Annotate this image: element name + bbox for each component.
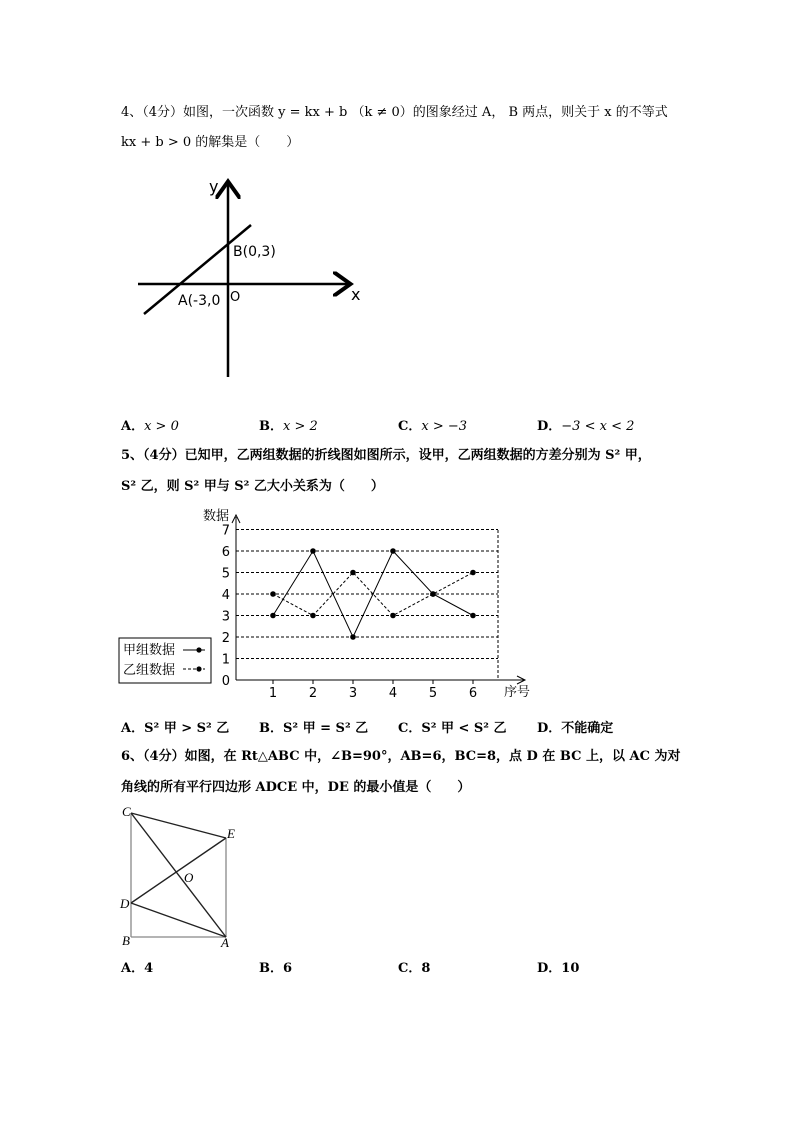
y-tick-label-0: 0 <box>221 674 230 689</box>
option-letter: D． <box>537 721 562 736</box>
q4-stem-line1: 4、（4分）如图，一次函数 y = kx + b （k ≠ 0）的图象经过 A， B 两点，则关于 x 的不等式 <box>121 105 668 120</box>
q4-option-c[interactable] <box>398 415 467 434</box>
option-letter: B． <box>259 419 283 434</box>
legend-dot-jia <box>196 647 201 652</box>
q5-option-a[interactable] <box>121 717 229 736</box>
legend-dot-yi <box>196 666 201 671</box>
option-text: 8 <box>421 961 431 976</box>
option-text: x > 0 <box>144 419 179 434</box>
y-tick-label-6: 6 <box>221 545 230 560</box>
series-1-point-6 <box>470 570 476 576</box>
y-tick-label-5: 5 <box>221 566 230 582</box>
option-text: 不能确定 <box>561 721 614 736</box>
label-o: O <box>184 870 194 885</box>
option-letter: C． <box>398 961 422 976</box>
y-tick-label-3: 3 <box>221 609 230 625</box>
series-1-point-1 <box>270 591 276 597</box>
series-1-point-4 <box>390 613 396 619</box>
q5-option-b[interactable] <box>259 717 368 736</box>
segment-ca <box>131 813 226 937</box>
q4-option-a[interactable] <box>121 415 179 434</box>
label-a: A <box>221 935 229 950</box>
option-text: 4 <box>144 961 154 976</box>
q6-option-c[interactable] <box>398 957 430 976</box>
option-letter: C． <box>398 419 422 434</box>
q6-option-d[interactable] <box>537 957 579 976</box>
chart-legend <box>119 638 211 683</box>
q6-option-b[interactable] <box>259 957 292 976</box>
x-tick-label-5: 5 <box>428 686 438 701</box>
option-letter: D． <box>537 419 562 434</box>
option-text: S² 甲 < S² 乙 <box>421 721 507 736</box>
x-tick-label-6: 6 <box>468 686 478 701</box>
q5-line-chart <box>115 505 545 705</box>
y-tick-label-1: 1 <box>221 652 230 668</box>
q5-option-c[interactable] <box>398 717 507 736</box>
chart-xlabel: 序号 <box>504 685 531 700</box>
label-b: B <box>122 933 130 948</box>
label-e: E <box>227 826 235 841</box>
y-tick-label-2: 2 <box>221 631 230 646</box>
option-letter: A． <box>121 419 145 434</box>
x-tick-label-3: 3 <box>348 686 358 701</box>
segment-ce <box>131 813 226 838</box>
series-0-point-1 <box>270 613 276 619</box>
q4-option-d[interactable] <box>537 415 634 434</box>
y-tick-label-4: 4 <box>221 588 230 603</box>
chart-ylabel: 数据 <box>203 509 230 524</box>
option-text: x > 2 <box>283 419 318 434</box>
option-text: S² 甲 > S² 乙 <box>144 721 230 736</box>
q6-stem-line1: 6、（4分）如图，在 Rt△ABC 中，∠B=90°，AB=6，BC=8，点 D 在 BC 上，以 AC 为对 <box>121 749 681 764</box>
q6-option-a[interactable] <box>121 957 153 976</box>
q5-stem-line1: 5、（4分）已知甲，乙两组数据的折线图如图所示，设甲，乙两组数据的方差分别为 S² 甲， <box>121 448 651 463</box>
option-text: x > −3 <box>421 419 468 434</box>
option-text: S² 甲 = S² 乙 <box>283 721 369 736</box>
q6-geometry-figure <box>115 800 245 950</box>
q4-graph <box>130 172 370 384</box>
x-axis-label: x <box>351 285 361 304</box>
option-letter: D． <box>537 961 562 976</box>
point-a-label: A(-3,0 <box>178 293 221 309</box>
y-axis-label: y <box>209 177 219 196</box>
q5-option-d[interactable] <box>537 717 613 736</box>
label-d: D <box>120 896 130 911</box>
point-b-label: B(0,3) <box>233 244 276 260</box>
option-letter: B． <box>259 721 283 736</box>
q4-stem-line2: kx + b > 0 的解集是（ ） <box>121 135 300 150</box>
legend-label-yi: 乙组数据 <box>123 663 176 678</box>
q5-stem-line2: S² 乙，则 S² 甲与 S² 乙大小关系为（ ） <box>121 479 384 494</box>
option-letter: A． <box>121 961 145 976</box>
series-1-point-3 <box>350 570 356 576</box>
x-tick-label-1: 1 <box>268 686 278 701</box>
option-text: 6 <box>283 961 293 976</box>
segment-da <box>131 903 226 937</box>
q4-option-b[interactable] <box>259 415 318 434</box>
series-0-point-6 <box>470 613 476 619</box>
series-1-point-5 <box>430 591 436 597</box>
y-tick-label-7: 7 <box>221 523 230 539</box>
series-0-point-4 <box>390 548 396 554</box>
x-tick-label-4: 4 <box>388 686 398 701</box>
series-1-point-2 <box>310 613 316 619</box>
option-text: −3 < x < 2 <box>561 419 635 434</box>
label-c: C <box>122 804 131 819</box>
series-0-point-3 <box>350 634 356 640</box>
option-letter: B． <box>259 961 283 976</box>
q6-stem-line2: 角线的所有平行四边形 ADCE 中，DE 的最小值是（ ） <box>121 780 471 795</box>
series-0-point-2 <box>310 548 316 554</box>
x-tick-label-2: 2 <box>308 686 318 701</box>
legend-label-jia: 甲组数据 <box>123 643 176 658</box>
origin-label: O <box>230 290 241 305</box>
segment-de <box>131 838 226 903</box>
option-letter: A． <box>121 721 145 736</box>
option-letter: C． <box>398 721 422 736</box>
option-text: 10 <box>561 961 580 976</box>
